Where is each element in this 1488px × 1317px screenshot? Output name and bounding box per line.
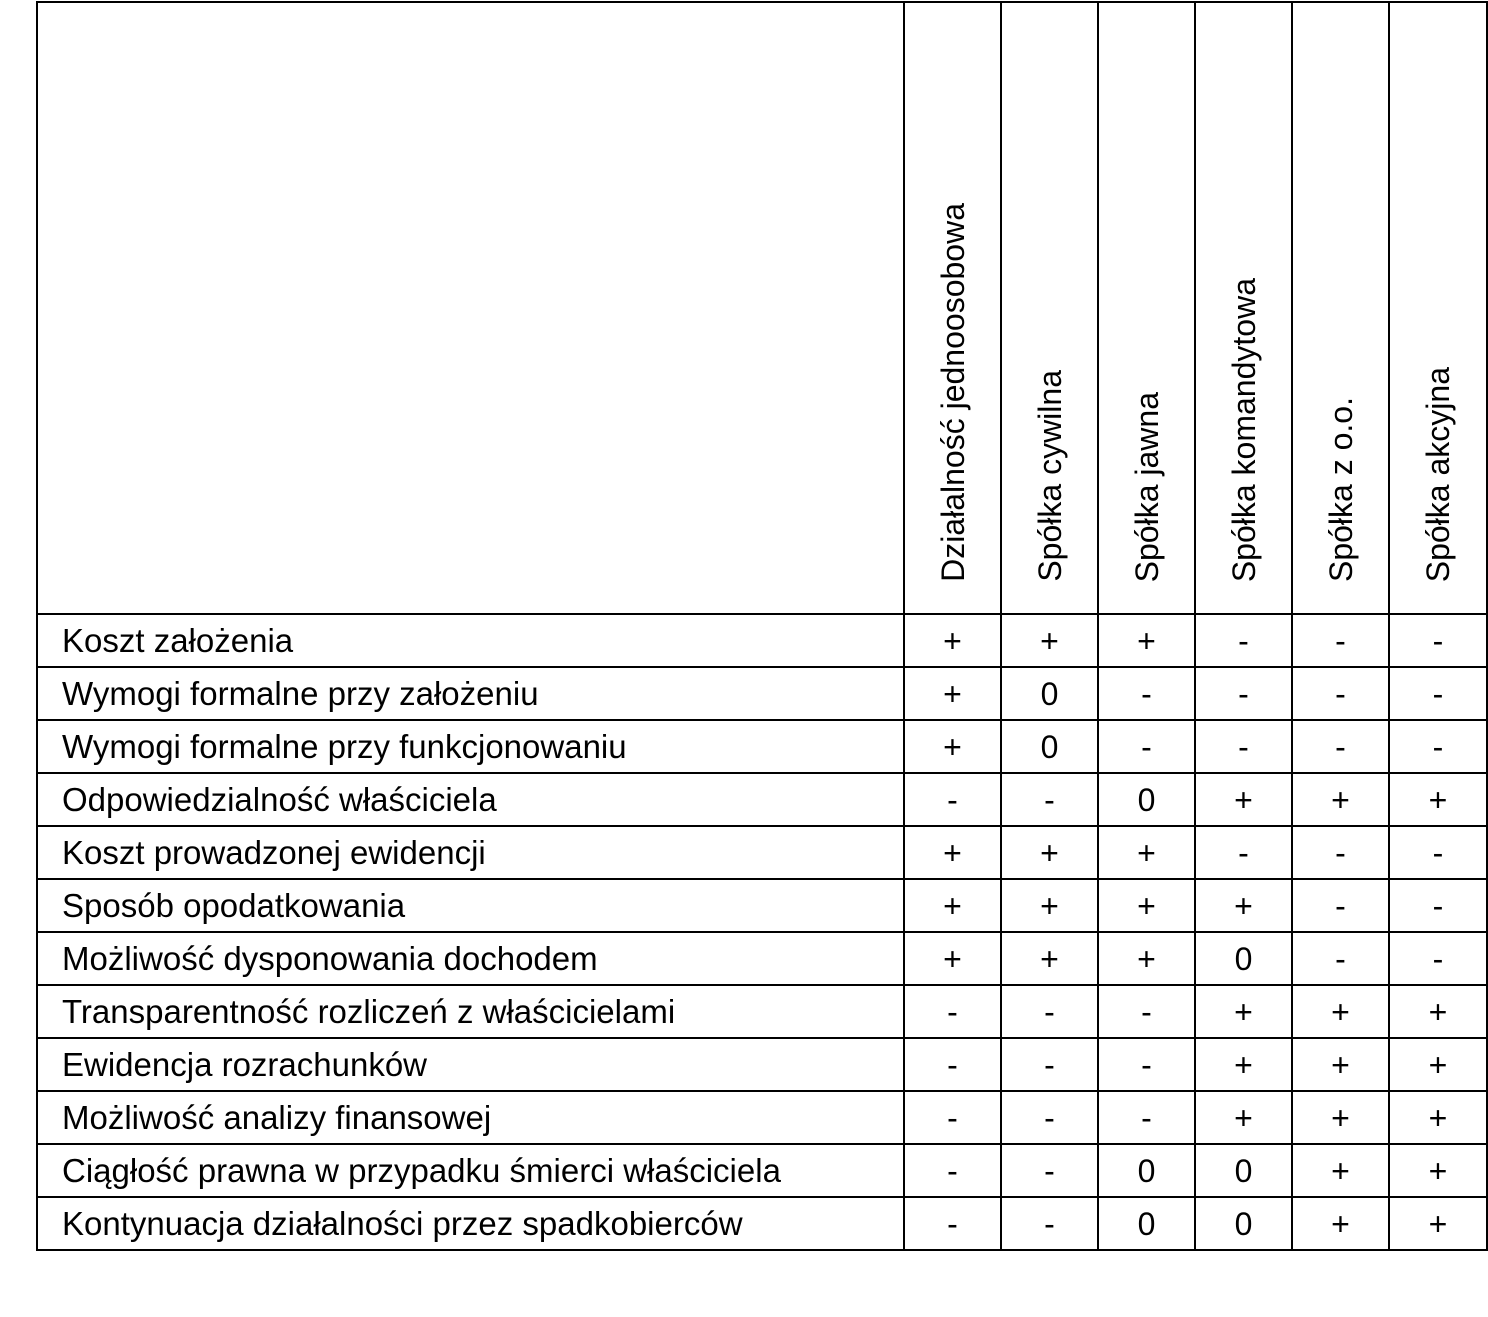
row-label: Kontynuacja działalności przez spadkobierców	[37, 1197, 904, 1250]
header-row	[37, 2, 1487, 614]
table-row	[37, 985, 1487, 1038]
table-cell: -	[904, 1038, 1001, 1091]
table-cell: +	[1195, 985, 1292, 1038]
table-cell: +	[1001, 614, 1098, 667]
table-cell: -	[1389, 667, 1487, 720]
table-cell: -	[1389, 879, 1487, 932]
table-cell: +	[1098, 879, 1195, 932]
table-cell: -	[1195, 720, 1292, 773]
column-header	[1292, 2, 1389, 614]
table-cell: -	[1389, 932, 1487, 985]
table-cell: +	[1389, 1144, 1487, 1197]
table-cell: -	[1389, 720, 1487, 773]
row-label: Wymogi formalne przy założeniu	[37, 667, 904, 720]
column-header	[1195, 2, 1292, 614]
table-cell: 0	[1001, 667, 1098, 720]
table-cell: -	[904, 985, 1001, 1038]
column-header	[1001, 2, 1098, 614]
table-cell: +	[1195, 1038, 1292, 1091]
column-header-label: Spółka komandytowa	[1225, 277, 1262, 582]
column-header-label: Działalność jednoosobowa	[934, 203, 971, 582]
table-cell: -	[1389, 826, 1487, 879]
table-cell: -	[1098, 1038, 1195, 1091]
table-row	[37, 720, 1487, 773]
table-row	[37, 773, 1487, 826]
table-row	[37, 1197, 1487, 1250]
table-cell: +	[1001, 826, 1098, 879]
column-header	[1098, 2, 1195, 614]
table-cell: -	[1292, 667, 1389, 720]
table-cell: -	[1001, 1038, 1098, 1091]
row-label: Transparentność rozliczeń z właścicielami	[37, 985, 904, 1038]
comparison-table	[36, 1, 1488, 1251]
table-cell: 0	[1098, 1144, 1195, 1197]
table-cell: -	[904, 1144, 1001, 1197]
table-cell: -	[1098, 1091, 1195, 1144]
table-cell: +	[1001, 932, 1098, 985]
column-header-label: Spółka akcyjna	[1420, 366, 1456, 582]
table-cell: -	[1195, 614, 1292, 667]
table-cell: +	[1389, 1038, 1487, 1091]
table-cell: +	[1195, 773, 1292, 826]
table-cell: -	[1001, 1091, 1098, 1144]
table-cell: +	[1389, 1091, 1487, 1144]
table-cell: +	[1098, 932, 1195, 985]
column-header-label: Spółka z o.o.	[1322, 397, 1359, 582]
table-cell: 0	[1195, 1197, 1292, 1250]
table-cell: 0	[1195, 932, 1292, 985]
table-cell: -	[1098, 720, 1195, 773]
table-cell: -	[1292, 826, 1389, 879]
table-cell: +	[1389, 985, 1487, 1038]
table-cell: 0	[1098, 1197, 1195, 1250]
table-row	[37, 826, 1487, 879]
table-cell: -	[1098, 985, 1195, 1038]
table-cell: -	[1292, 614, 1389, 667]
table-row	[37, 1038, 1487, 1091]
table-cell: 0	[1001, 720, 1098, 773]
table-cell: -	[1195, 667, 1292, 720]
table-cell: -	[1001, 985, 1098, 1038]
column-header-label: Spółka jawna	[1128, 391, 1165, 582]
table-cell: +	[904, 932, 1001, 985]
row-label: Odpowiedzialność właściciela	[37, 773, 904, 826]
table-cell: +	[1292, 985, 1389, 1038]
table-cell: +	[1195, 879, 1292, 932]
table-cell: -	[1292, 932, 1389, 985]
table-cell: +	[1389, 1197, 1487, 1250]
table-cell: -	[1098, 667, 1195, 720]
table-cell: +	[1292, 1038, 1389, 1091]
table-cell: -	[1195, 826, 1292, 879]
table-cell: -	[1001, 1197, 1098, 1250]
table-row	[37, 932, 1487, 985]
table-cell: +	[1389, 773, 1487, 826]
table-cell: 0	[1195, 1144, 1292, 1197]
table-cell: -	[1001, 1144, 1098, 1197]
table-cell: +	[904, 826, 1001, 879]
table-row	[37, 667, 1487, 720]
table-cell: -	[1001, 773, 1098, 826]
table-row	[37, 1144, 1487, 1197]
table-cell: -	[904, 773, 1001, 826]
table-cell: +	[904, 667, 1001, 720]
column-header	[1389, 2, 1487, 614]
table-cell: 0	[1098, 773, 1195, 826]
table-cell: +	[1292, 773, 1389, 826]
header-corner-cell	[37, 2, 904, 614]
row-label: Wymogi formalne przy funkcjonowaniu	[37, 720, 904, 773]
row-label: Ciągłość prawna w przypadku śmierci właściciela	[37, 1144, 904, 1197]
row-label: Koszt założenia	[37, 614, 904, 667]
table-cell: +	[904, 720, 1001, 773]
row-label: Możliwość analizy finansowej	[37, 1091, 904, 1144]
table-cell: +	[1195, 1091, 1292, 1144]
table-cell: -	[904, 1197, 1001, 1250]
table-row	[37, 879, 1487, 932]
table-cell: +	[1292, 1091, 1389, 1144]
table-cell: -	[904, 1091, 1001, 1144]
table-cell: +	[1001, 879, 1098, 932]
table-cell: +	[1098, 614, 1195, 667]
row-label: Ewidencja rozrachunków	[37, 1038, 904, 1091]
row-label: Możliwość dysponowania dochodem	[37, 932, 904, 985]
column-header	[904, 2, 1001, 614]
table-cell: -	[1292, 879, 1389, 932]
table-cell: -	[1292, 720, 1389, 773]
table-cell: -	[1389, 614, 1487, 667]
table-cell: +	[904, 879, 1001, 932]
table-cell: +	[1098, 826, 1195, 879]
row-label: Koszt prowadzonej ewidencji	[37, 826, 904, 879]
table-row	[37, 614, 1487, 667]
table-row	[37, 1091, 1487, 1144]
table-cell: +	[1292, 1144, 1389, 1197]
table-cell: +	[904, 614, 1001, 667]
column-header-label: Spółka cywilna	[1031, 370, 1068, 582]
table-cell: +	[1292, 1197, 1389, 1250]
row-label: Sposób opodatkowania	[37, 879, 904, 932]
